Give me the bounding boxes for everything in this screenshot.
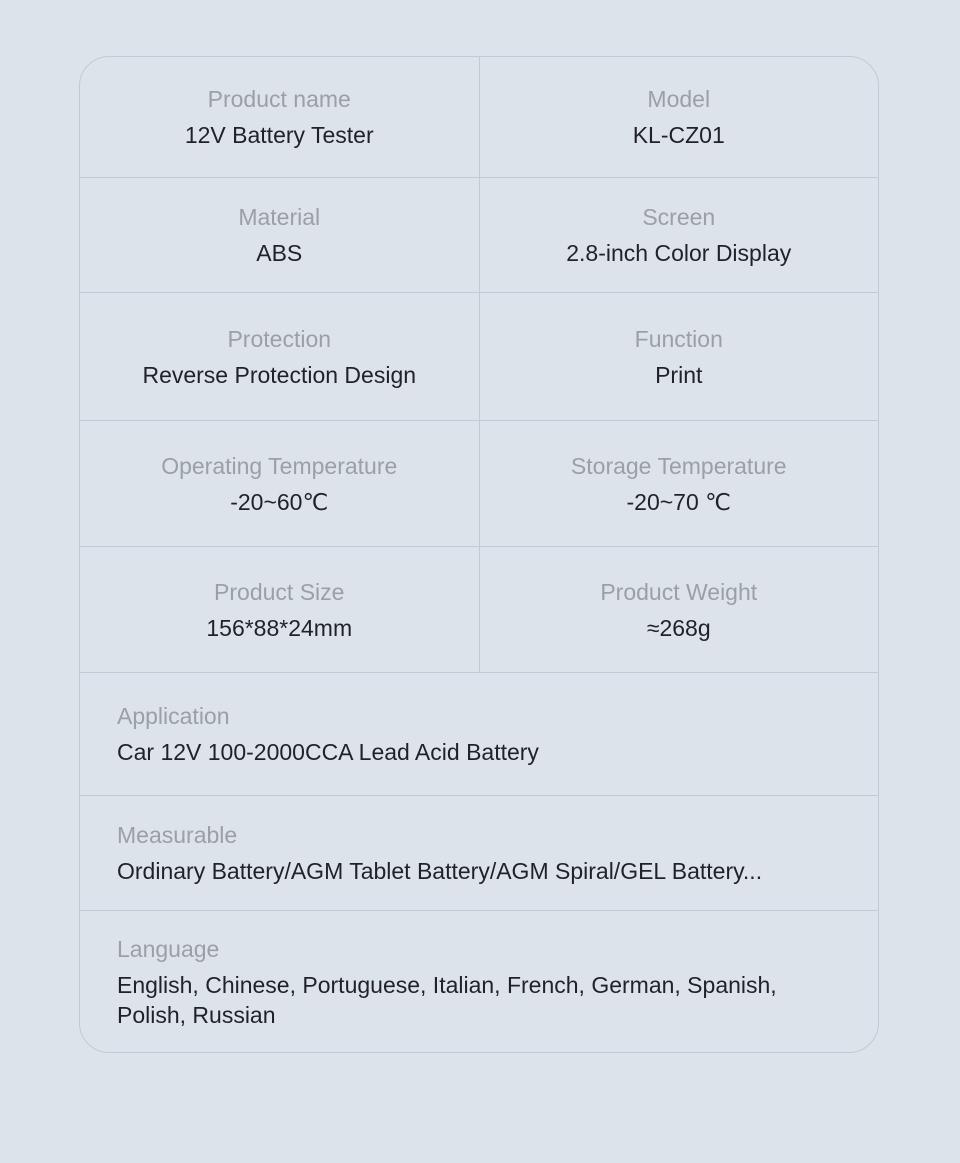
spec-value: Reverse Protection Design <box>142 361 417 388</box>
spec-value: ≈268g <box>646 614 711 641</box>
spec-row-language <box>80 911 878 1052</box>
spec-value: 12V Battery Tester <box>184 122 374 148</box>
spec-label: Screen <box>642 204 716 230</box>
spec-value: ABS <box>256 240 303 266</box>
spec-cell-model <box>479 57 879 177</box>
spec-label: Protection <box>227 325 332 352</box>
spec-value: 156*88*24mm <box>206 614 353 641</box>
spec-cell-function <box>479 293 879 420</box>
spec-cell-material <box>80 178 479 292</box>
spec-label: Model <box>647 86 711 112</box>
spec-row-protection-function <box>80 293 878 421</box>
spec-label: Product Weight <box>600 578 758 605</box>
spec-value: Print <box>655 361 703 388</box>
spec-row-name-model <box>80 57 878 178</box>
spec-label: Product name <box>207 86 351 112</box>
spec-cell-operating-temperature <box>80 421 479 546</box>
spec-label: Measurable <box>117 822 238 848</box>
spec-value: Car 12V 100-2000CCA Lead Acid Battery <box>117 739 539 765</box>
spec-row-measurable <box>80 796 878 911</box>
spec-value: English, Chinese, Portuguese, Italian, French, German, Spanish, Polish, Russian <box>117 971 777 1028</box>
spec-label: Material <box>238 204 321 230</box>
spec-cell-product-name <box>80 57 479 177</box>
spec-row-size-weight <box>80 547 878 673</box>
spec-label: Language <box>117 935 220 962</box>
spec-cell-screen <box>479 178 879 292</box>
spec-row-application <box>80 673 878 796</box>
spec-value: -20~60℃ <box>230 488 329 515</box>
spec-cell-product-size <box>80 547 479 672</box>
spec-cell-application <box>80 673 878 795</box>
spec-row-material-screen <box>80 178 878 293</box>
spec-cell-measurable <box>80 796 878 910</box>
spec-cell-product-weight <box>479 547 879 672</box>
spec-value: 2.8-inch Color Display <box>566 240 792 266</box>
spec-label: Application <box>117 703 230 729</box>
spec-cell-language <box>80 911 878 1052</box>
spec-value: Ordinary Battery/AGM Tablet Battery/AGM Spiral/GEL Battery... <box>117 858 763 884</box>
spec-cell-storage-temperature <box>479 421 879 546</box>
spec-value: -20~70 ℃ <box>626 488 731 515</box>
spec-row-temperature <box>80 421 878 547</box>
spec-cell-protection <box>80 293 479 420</box>
spec-label: Function <box>634 325 723 352</box>
spec-table <box>79 56 879 1053</box>
spec-value: KL-CZ01 <box>632 122 725 148</box>
spec-label: Product Size <box>214 578 345 605</box>
spec-label: Operating Temperature <box>161 452 398 479</box>
spec-label: Storage Temperature <box>570 452 787 479</box>
